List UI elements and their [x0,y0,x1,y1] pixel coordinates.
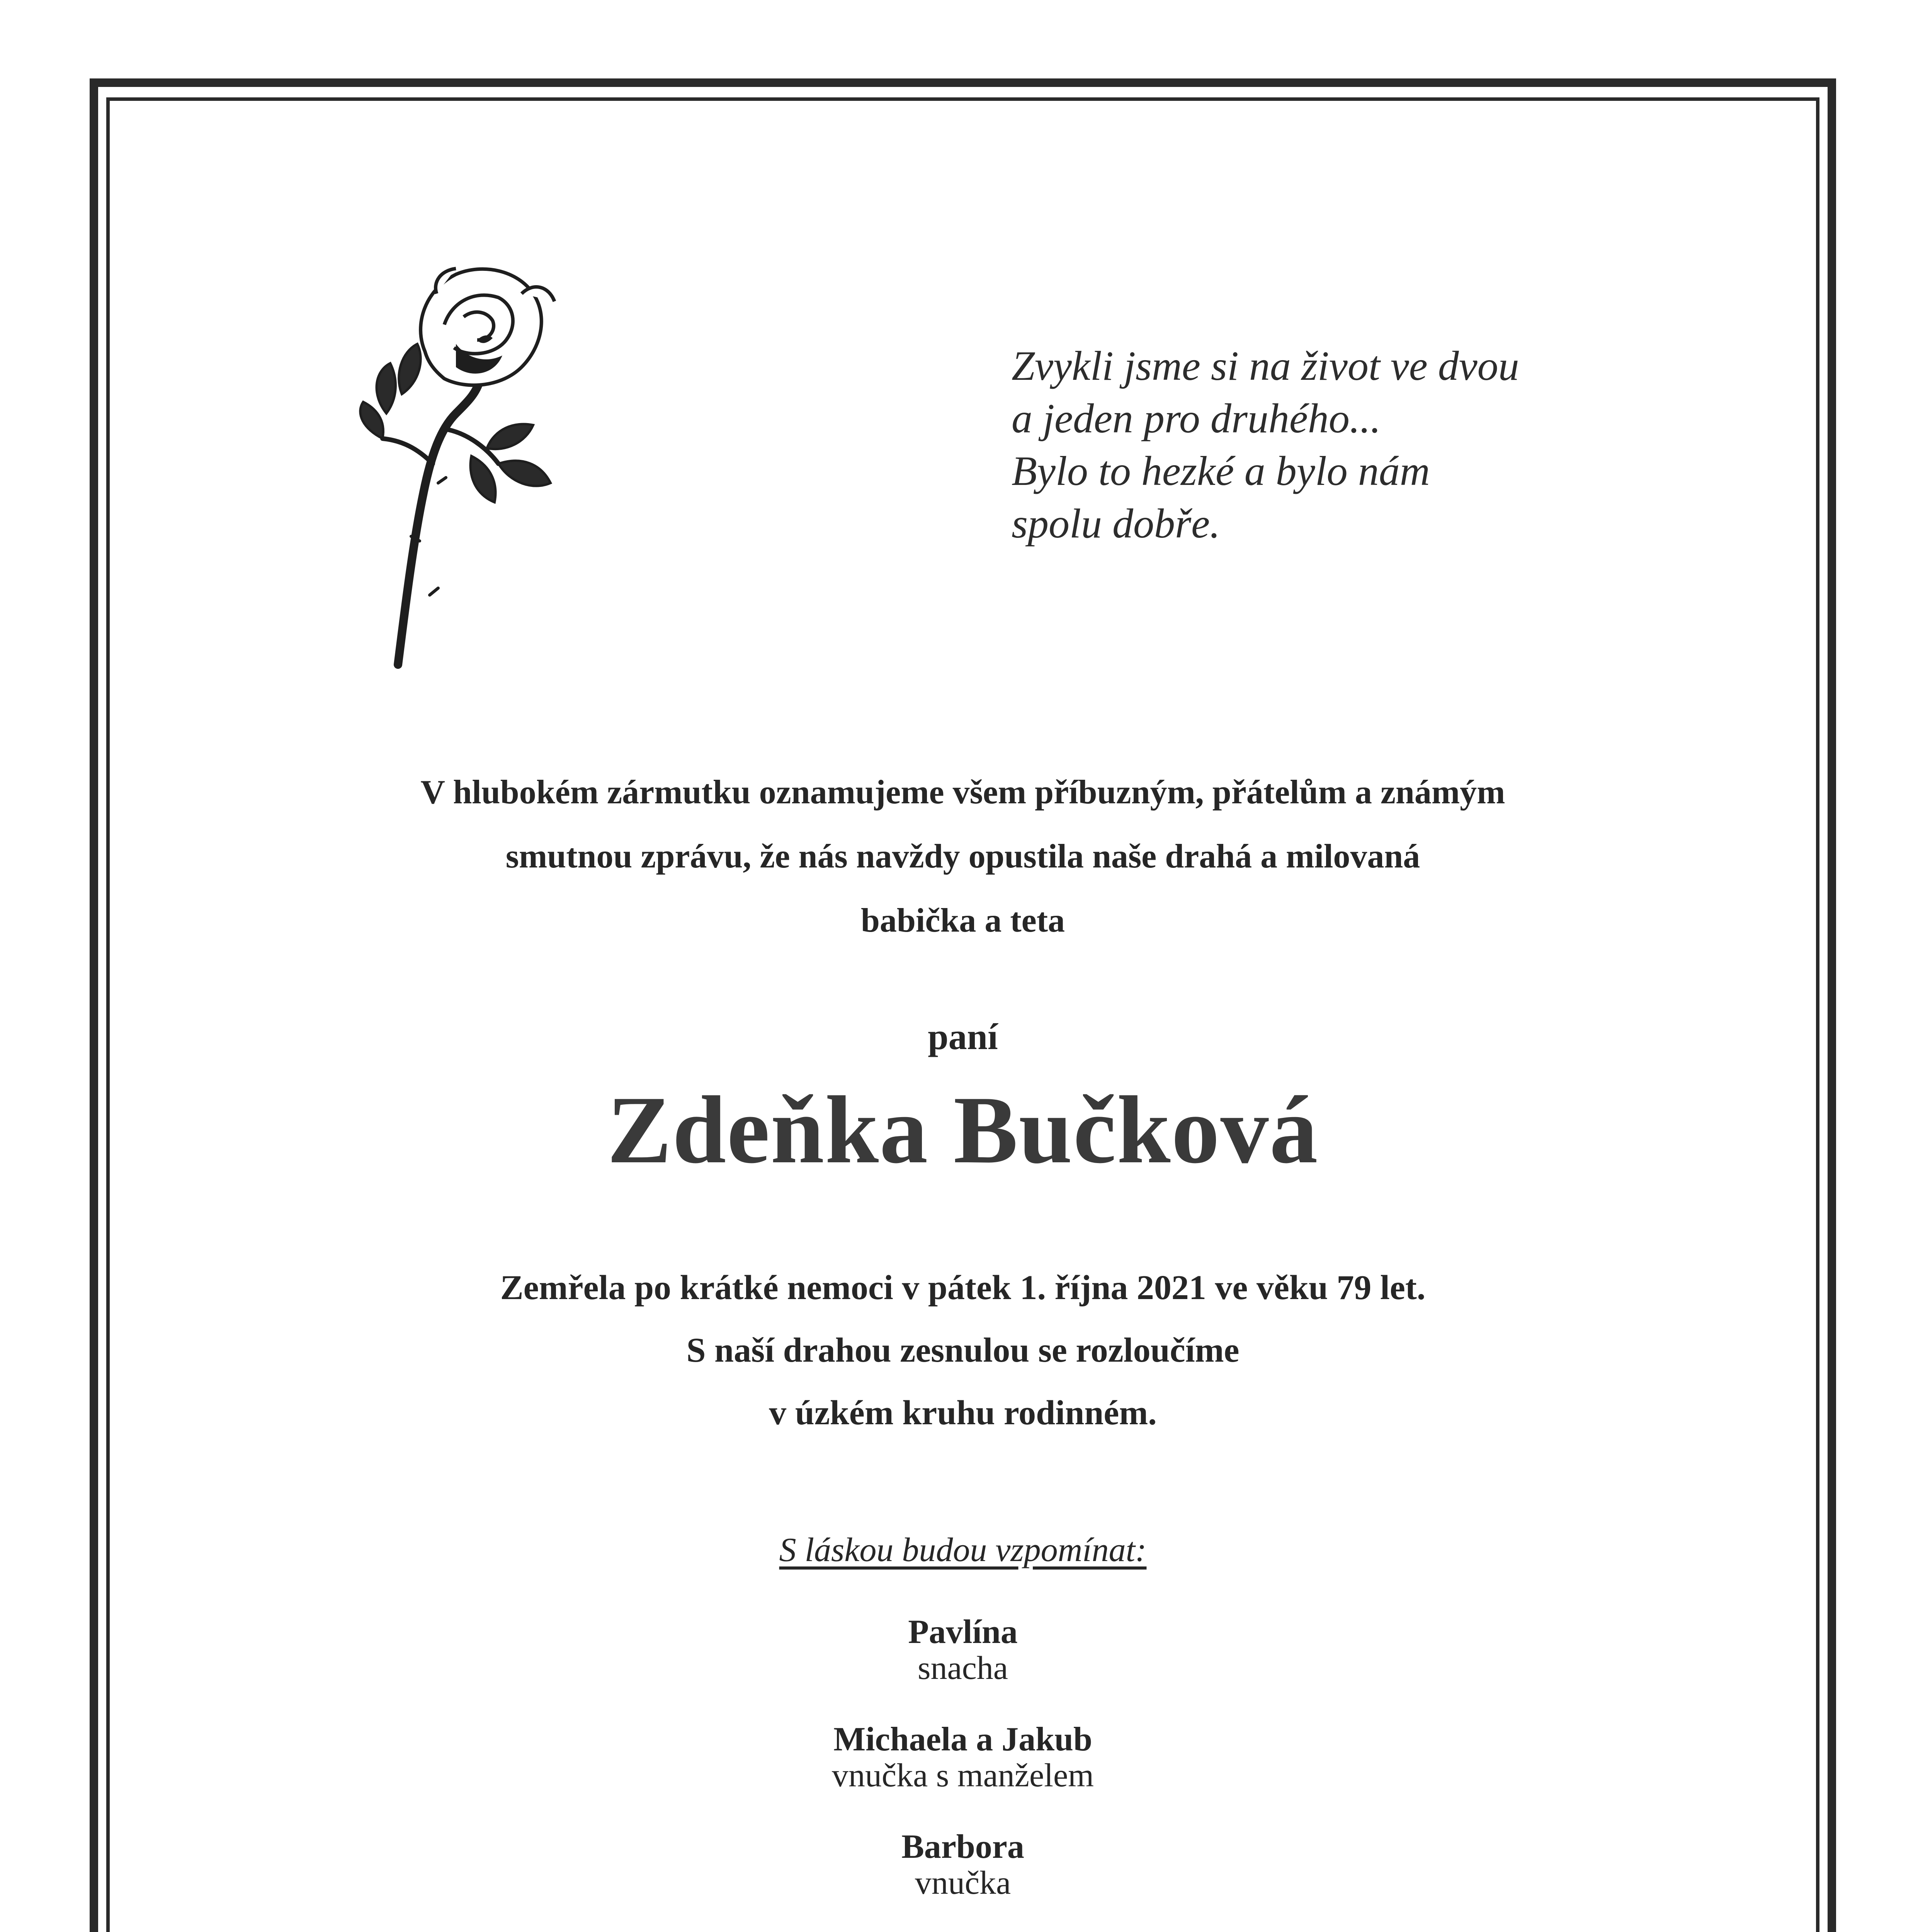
death-notice-line: v úzkém kruhu rodinném. [769,1394,1157,1432]
mourner-name: Barbora [901,1828,1024,1866]
verse-line: Bylo to hezké a bylo nám [1012,448,1430,494]
verse-quote [1012,340,1668,550]
list-item [106,1829,1819,1932]
announcement-line: V hlubokém zármutku oznamujeme všem příbuzným, přátelům a známým [420,774,1505,811]
death-notice-line: S naší drahou zesnulou se rozloučíme [686,1331,1240,1369]
list-item [106,1614,1819,1722]
announcement-line: babička a teta [861,902,1065,939]
verse-line: Zvykli jsme si na život ve dvou [1012,343,1519,389]
mourners-list [106,1614,1819,1932]
list-item [106,1722,1819,1829]
announcement-line: smutnou zprávu, že nás navždy opustila naše drahá a milovaná [505,838,1420,875]
death-notice-line: Zemřela po krátké nemoci v pátek 1. října 2021 ve věku 79 let. [500,1269,1426,1307]
honorific: paní [928,1016,998,1057]
announcement [106,760,1819,953]
mourner-name: Michaela a Jakub [833,1721,1092,1758]
verse-line: a jeden pro druhého... [1012,396,1381,442]
mourner-relation: vnučka [915,1864,1011,1901]
verse-line: spolu dobře. [1012,501,1220,547]
mourner-name: Pavlína [908,1613,1018,1651]
remember-heading: S láskou budou vzpomínat: [779,1531,1147,1569]
deceased-name: Zdeňka Bučková [607,1077,1319,1184]
mourner-relation: vnučka s manželem [831,1757,1094,1794]
mourner-relation: snacha [918,1649,1008,1686]
death-notice [106,1257,1819,1444]
rose-icon [340,247,580,672]
